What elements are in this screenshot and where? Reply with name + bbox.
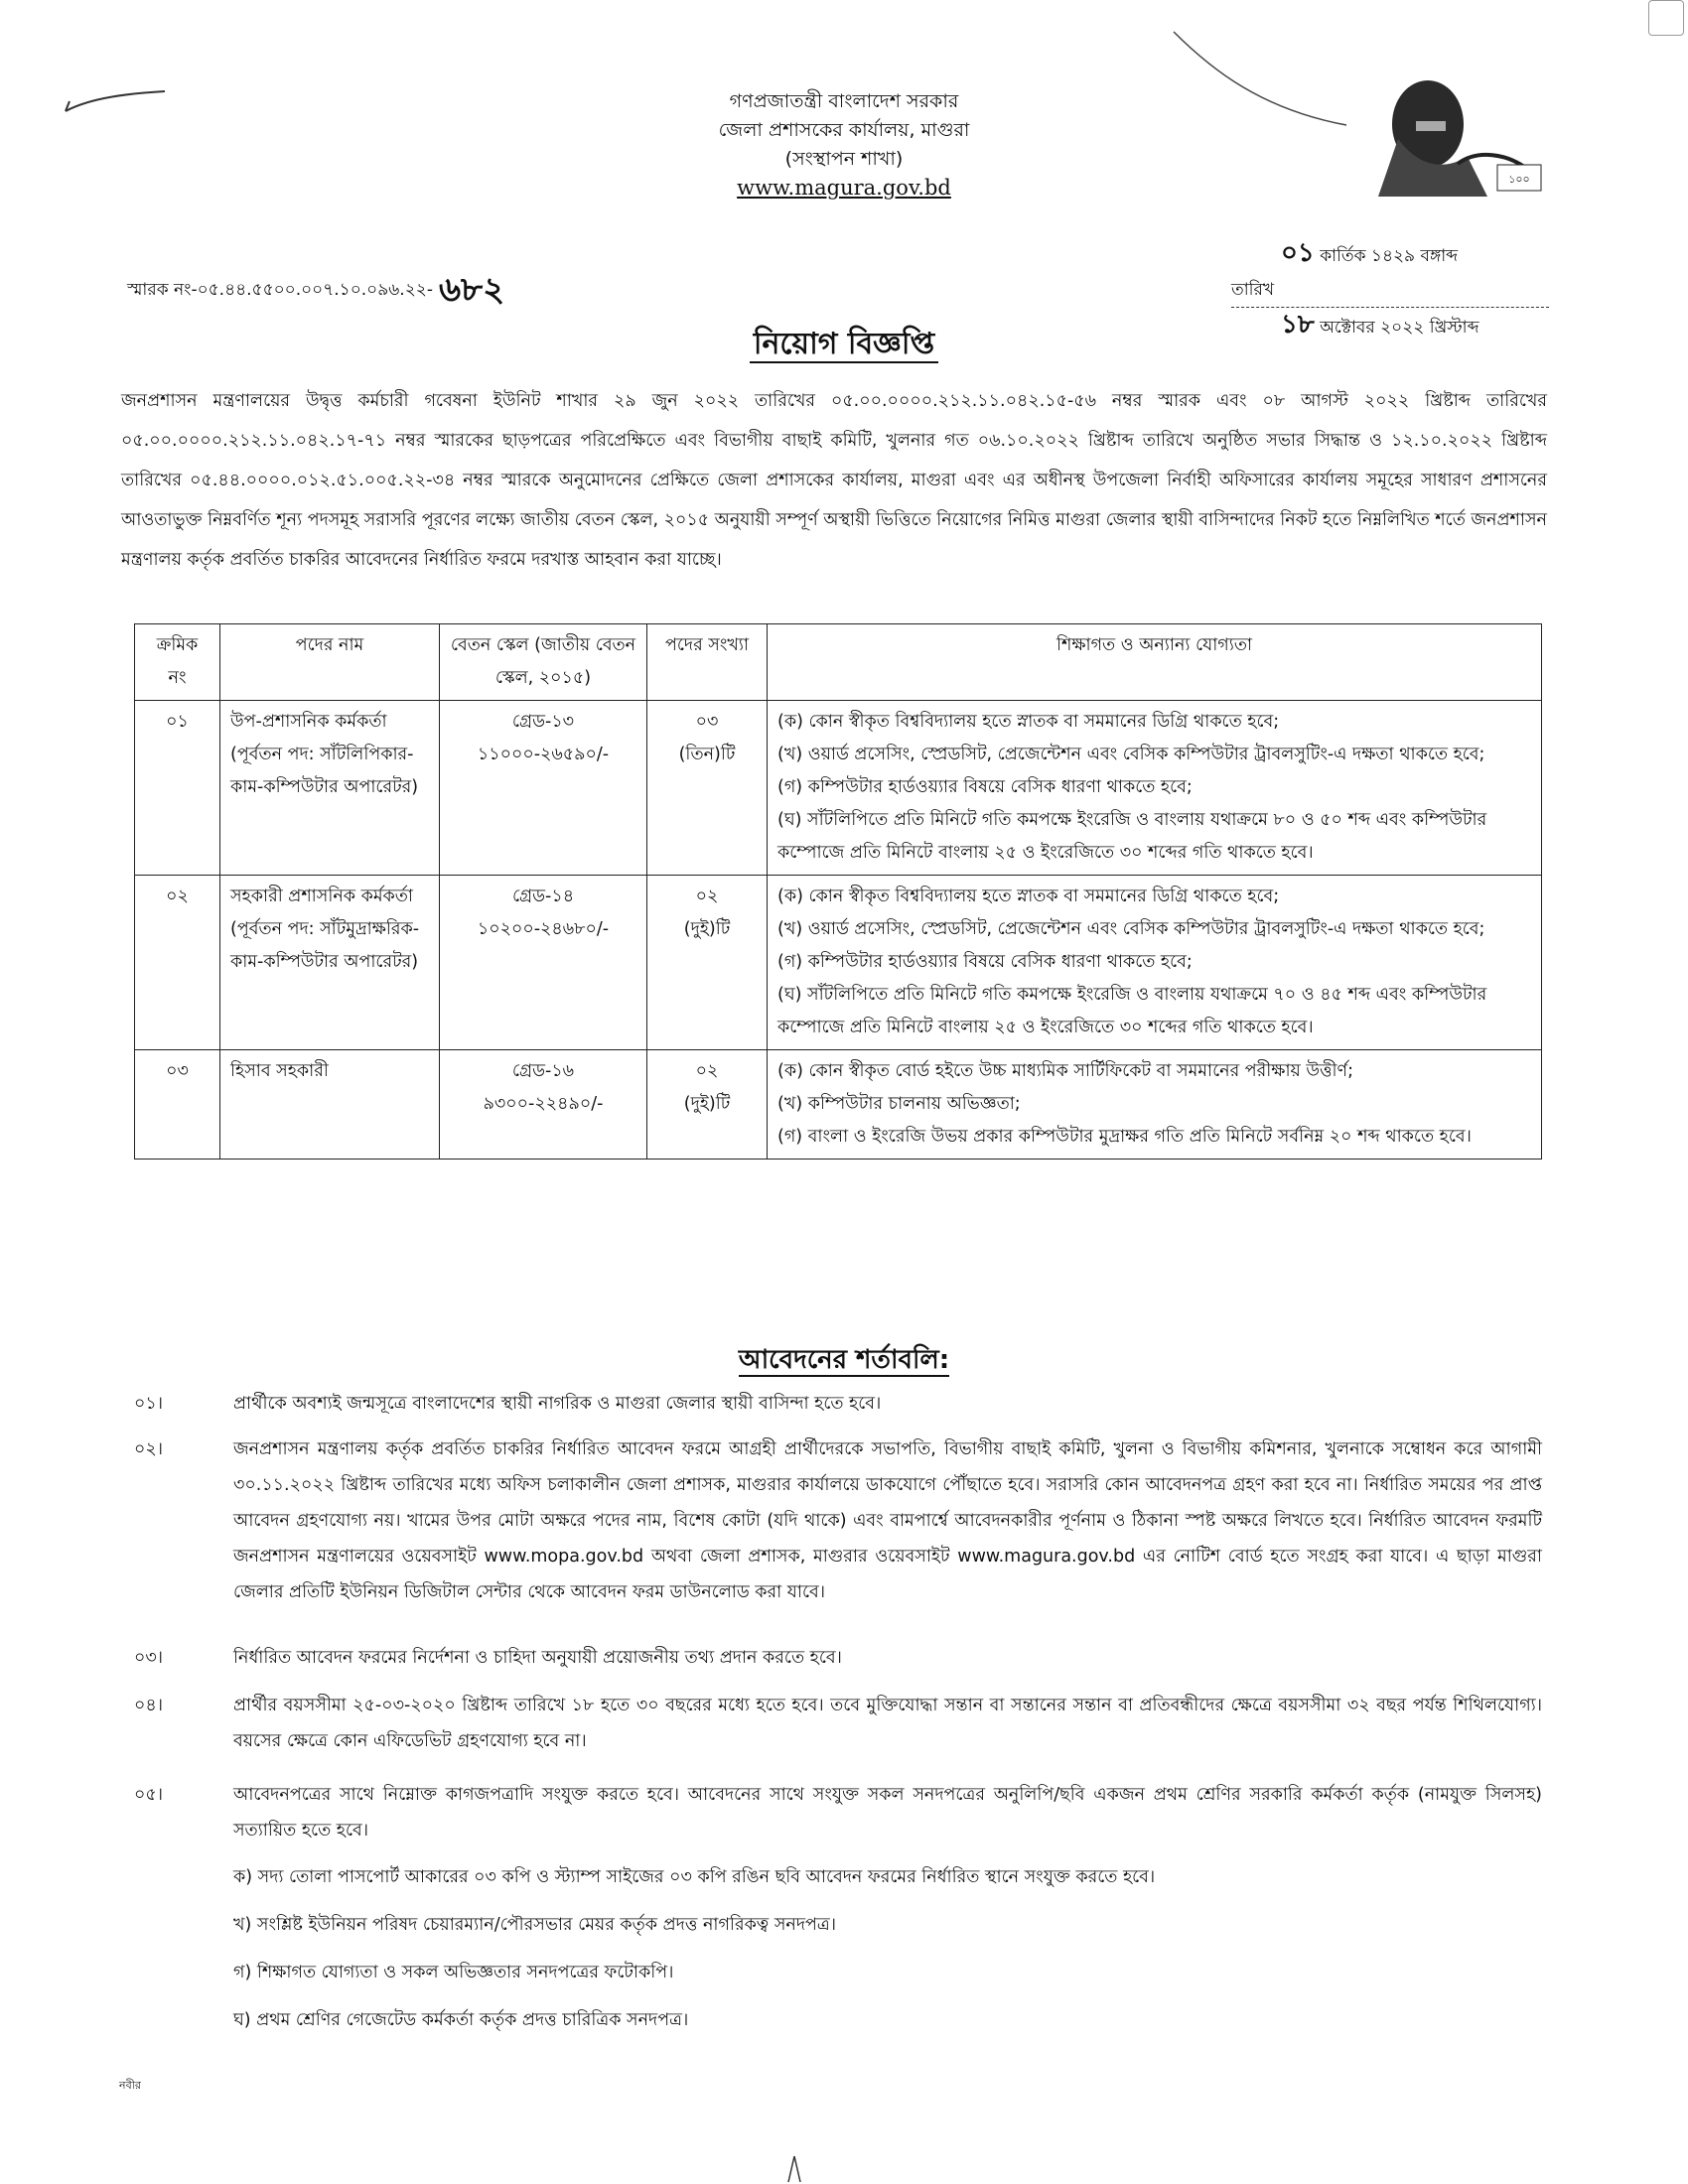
table-row	[135, 1050, 1542, 1160]
qual-item: (খ) ওয়ার্ড প্রসেসিং, স্প্রেডসিট, প্রেজেন্টেশন এবং বেসিক কম্পিউটার ট্রাবলসুটিং-এ দক্ষতা থাকতে হবে;	[777, 919, 1485, 939]
attachment-item: খ) সংশ্লিষ্ট ইউনিয়ন পরিষদ চেয়ারম্যান/পৌরসভার মেয়র কর্তৃক প্রদত্ত নাগরিকত্ব সনদপত্র।	[233, 1915, 837, 1935]
bangla-date-day: ০১	[1281, 238, 1315, 268]
row-count-words: (তিন)টি	[678, 745, 736, 764]
row-count	[647, 1050, 768, 1160]
row-serial: ০৩	[135, 1050, 220, 1160]
condition-item	[134, 1640, 1542, 1676]
qual-item: (ঘ) সাঁটলিপিতে প্রতি মিনিটে গতি কমপক্ষে ইংরেজি ও বাংলায় যথাক্রমে ৭০ ও ৪৫ শব্দ এবং কম্পিউটার কম্পোজে প্রতি মিনিটে বাংলায় ২৫ ও ইংরেজিতে ৩০ শব্দের গতি থাকতে হবে।	[777, 985, 1487, 1037]
row-count-words: (দুই)টি	[683, 919, 731, 939]
condition-item	[134, 1688, 1542, 1759]
condition-item	[134, 1386, 1542, 1422]
qual-item: (খ) কম্পিউটার চালনায় অভিজ্ঞতা;	[777, 1094, 1021, 1114]
condition-number: ০৫।	[134, 1785, 163, 1805]
table-row	[135, 876, 1542, 1050]
condition-number: ০৩।	[134, 1648, 164, 1668]
qual-item: (খ) ওয়ার্ড প্রসেসিং, স্প্রেডসিট, প্রেজেন্টেশন এবং বেসিক কম্পিউটার ট্রাবলসুটিং-এ দক্ষতা থাকতে হবে;	[777, 745, 1485, 764]
row-post: হিসাব সহকারী	[220, 1050, 440, 1160]
qual-item: (ক) কোন স্বীকৃত বোর্ড হইতে উচ্চ মাধ্যমিক সার্টিফিকেট বা সমমানের পরীক্ষায় উত্তীর্ণ;	[777, 1061, 1354, 1081]
qual-item: (ক) কোন স্বীকৃত বিশ্ববিদ্যালয় হতে স্নাতক বা সমমানের ডিগ্রি থাকতে হবে;	[777, 712, 1280, 732]
attachment-item: ঘ) প্রথম শ্রেণির গেজেটেড কর্মকর্তা কর্তৃক প্রদত্ত চারিত্রিক সনদপত্র।	[233, 2010, 689, 2030]
qual-item: (গ) কম্পিউটার হার্ডওয়্যার বিষয়ে বেসিক ধারণা থাকতে হবে;	[777, 777, 1193, 797]
header-scale: বেতন স্কেল (জাতীয় বেতন স্কেল, ২০১৫)	[440, 624, 647, 701]
header-qualification: শিক্ষাগত ও অন্যান্য যোগ্যতা	[768, 624, 1542, 701]
row-qualification	[768, 701, 1542, 876]
condition-text: প্রার্থীকে অবশ্যই জন্মসূত্রে বাংলাদেশের স্থায়ী নাগরিক ও মাগুরা জেলার স্থায়ী বাসিন্দা হতে হবে।	[233, 1394, 882, 1414]
row-count-number: ০২	[695, 1061, 719, 1081]
handwritten-memo-serial: ৬৮২	[438, 270, 505, 310]
row-count-number: ০৩	[695, 712, 719, 732]
row-grade: গ্রেড-১৩	[511, 712, 575, 732]
row-scale-range: ১১০০০-২৬৫৯০/-	[477, 745, 610, 764]
condition-item	[134, 1432, 1542, 1610]
footer-initials: নবীর	[119, 2079, 141, 2092]
attachment-item: গ) শিক্ষাগত যোগ্যতা ও সকল অভিজ্ঞতার সনদপত্রের ফটোকপি।	[233, 1963, 674, 1982]
condition-number: ০২।	[134, 1439, 164, 1459]
posts-table	[134, 623, 1542, 1160]
row-post: উপ-প্রশাসনিক কর্মকর্তা (পূর্বতন পদ: সাঁটলিপিকার-কাম-কম্পিউটার অপারেটর)	[220, 701, 440, 876]
row-qualification	[768, 1050, 1542, 1160]
qual-item: (গ) বাংলা ও ইংরেজি উভয় প্রকার কম্পিউটার মুদ্রাক্ষর গতি প্রতি মিনিটে সর্বনিম্ন ২০ শব্দ থাকতে হবে।	[777, 1127, 1472, 1147]
intro-paragraph: জনপ্রশাসন মন্ত্রণালয়ের উদ্বৃত্ত কর্মচারী গবেষনা ইউনিট শাখার ২৯ জুন ২০২২ তারিখের ০৫.০০.০০০০.২১২.১১.০৪২.১৫-৫৬ নম্বর স্মারক এবং ০৮ আগস্ট ২০২২ খ্রিষ্টাব্দ তারিখের ০৫.০০.০০০০.২১২.১১.০৪২.১৭-৭১ নম্বর স্মারকের ছাড়পত্রের পরিপ্রেক্ষিতে এবং বিভাগীয় বাছাই কমিটি, খুলনার গত ০৬.১০.২০২২ খ্রিষ্টাব্দ তারিখে অনুষ্ঠিত সভার সিদ্ধান্ত ও ১২.১০.২০২২ খ্রিষ্টাব্দ তারিখের ০৫.৪৪.০০০০.০১২.৫১.০০৫.২২-৩৪ নম্বর স্মারকে অনুমোদনের প্রেক্ষিতে জেলা প্রশাসকের কার্যালয়, মাগুরা এবং এর অধীনস্থ উপজেলা নির্বাহী অফিসারের কার্যালয় সমূহের সাধারণ প্রশাসনের আওতাভুক্ত নিম্নবর্ণিত শূন্য পদসমূহ সরাসরি পূরণের লক্ষ্যে জাতীয় বেতন স্কেল, ২০১৫ অনুযায়ী সম্পূর্ণ অস্থায়ী ভিত্তিতে নিয়োগের নিমিত্ত মাগুরা জেলার স্থায়ী বাসিন্দাদের নিকট হতে নিম্নলিখিত শর্তে জনপ্রশাসন মন্ত্রণালয় কর্তৃক প্রবর্তিত চাকরির আবেদনের নির্ধারিত ফরমে দরখাস্ত আহবান করা যাচ্ছে।	[121, 391, 1547, 570]
qual-item: (ঘ) সাঁটলিপিতে প্রতি মিনিটে গতি কমপক্ষে ইংরেজি ও বাংলায় যথাক্রমে ৮০ ও ৫০ শব্দ এবং কম্পিউটার কম্পোজে প্রতি মিনিটে বাংলায় ২৫ ও ইংরেজিতে ৩০ শব্দের গতি থাকতে হবে।	[777, 810, 1487, 863]
notice-title-text: নিয়োগ বিজ্ঞপ্তি	[750, 327, 938, 363]
qual-item: (গ) কম্পিউটার হার্ডওয়্যার বিষয়ে বেসিক ধারণা থাকতে হবে;	[777, 952, 1193, 972]
row-grade: গ্রেড-১৬	[511, 1061, 575, 1081]
english-date-rest: অক্টোবর ২০২২ খ্রিস্টাব্দ	[1320, 318, 1479, 338]
row-grade: গ্রেড-১৪	[511, 887, 575, 906]
memo-number-text: স্মারক নং-০৫.৪৪.৫৫০০.০০৭.১০.০৯৬.২২-	[127, 280, 433, 300]
govt-name: গণপ্রজাতন্ত্রী বাংলাদেশ সরকার	[729, 90, 959, 112]
bangla-date-rest: কার্তিক ১৪২৯ বঙ্গাব্দ	[1320, 246, 1459, 266]
row-post: সহকারী প্রশাসনিক কর্মকর্তা (পূর্বতন পদ: সাঁটমুদ্রাক্ষরিক-কাম-কম্পিউটার অপারেটর)	[220, 876, 440, 1050]
english-date-day: ১৮	[1281, 310, 1315, 340]
row-scale	[440, 701, 647, 876]
page-continuation-mark	[774, 2154, 814, 2184]
svg-text:১০০: ১০০	[1508, 173, 1530, 186]
header-serial: ক্রমিক নং	[135, 624, 220, 701]
date-label: তারিখ	[1231, 273, 1549, 308]
condition-text: জনপ্রশাসন মন্ত্রণালয় কর্তৃক প্রবর্তিত চাকরির নির্ধারিত আবেদন ফরমে আগ্রহী প্রার্থীদেরকে সভাপতি, বিভাগীয় বাছাই কমিটি, খুলনা ও বিভাগীয় কমিশনার, খুলনাকে সম্বোধন করে আগামী ৩০.১১.২০২২ খ্রিষ্টাব্দ তারিখের মধ্যে অফিস চলাকালীন জেলা প্রশাসক, মাগুরার কার্যালয়ে ডাকযোগে পৌঁছাতে হবে। সরাসরি কোন আবেদনপত্র গ্রহণ করা হবে না। নির্ধারিত সময়ের পর প্রাপ্ত আবেদন গ্রহণযোগ্য নয়। খামের উপর মোটা অক্ষরে পদের নাম, বিশেষ কোটা (যদি থাকে) এবং বামপার্শ্বে আবেদনকারীর পূর্ণনাম ও ঠিকানা স্পষ্ট অক্ষরে লিখতে হবে। নির্ধারিত আবেদন ফরমটি জনপ্রশাসন মন্ত্রণালয়ের ওয়েবসাইট www.mopa.gov.bd অথবা জেলা প্রশাসক, মাগুরার ওয়েবসাইট www.magura.gov.bd এর নোটিশ বোর্ড হতে সংগ্রহ করা যাবে। এ ছাড়া মাগুরা জেলার প্রতিটি ইউনিয়ন ডিজিটাল সেন্টার থেকে আবেদন ফরম ডাউনলোড করা যাবে।	[233, 1439, 1542, 1602]
row-count-words: (দুই)টি	[683, 1094, 731, 1114]
condition-item	[134, 1777, 1542, 1848]
row-scale	[440, 876, 647, 1050]
memo-number	[127, 264, 504, 321]
condition-text: নির্ধারিত আবেদন ফরমের নির্দেশনা ও চাহিদা অনুযায়ী প্রয়োজনীয় তথ্য প্রদান করতে হবে।	[233, 1648, 842, 1668]
row-count-number: ০২	[695, 887, 719, 906]
condition-text: প্রার্থীর বয়সসীমা ২৫-০৩-২০২০ খ্রিষ্টাব্দ তারিখে ১৮ হতে ৩০ বছরের মধ্যে হতে হবে। তবে মুক্তিযোদ্ধা সন্তান বা সন্তানের সন্তান বা প্রতিবন্ধীদের ক্ষেত্রে বয়সসীমা ৩২ বছর পর্যন্ত শিথিলযোগ্য। বয়সের ক্ষেত্রে কোন এফিডেভিট গ্রহণযোগ্য হবে না।	[233, 1696, 1542, 1751]
row-scale	[440, 1050, 647, 1160]
row-qualification	[768, 876, 1542, 1050]
condition-number: ০৪।	[134, 1696, 163, 1715]
attachment-item: ক) সদ্য তোলা পাসপোর্ট আকারের ০৩ কপি ও স্ট্যাম্প সাইজের ০৩ কপি রঙিন ছবি আবেদন ফরমের নির্ধারিত স্থানে সংযুক্ত করতে হবে।	[233, 1867, 1156, 1887]
conditions-heading	[0, 1339, 1688, 1383]
branch-name: (সংস্থাপন শাখা)	[784, 148, 904, 170]
page-corner-mark	[1648, 0, 1684, 36]
conditions-heading-text: আবেদনের শর্তাবলি:	[738, 1345, 950, 1375]
office-name: জেলা প্রশাসকের কার্যালয়, মাগুরা	[718, 119, 970, 141]
table-row	[135, 701, 1542, 876]
row-scale-range: ৯৩০০-২২৪৯০/-	[483, 1094, 604, 1114]
header-post: পদের নাম	[220, 624, 440, 701]
notice-title	[0, 320, 1688, 370]
row-scale-range: ১০২০০-২৪৬৮০/-	[477, 919, 610, 939]
header-count: পদের সংখ্যা	[647, 624, 768, 701]
row-count	[647, 701, 768, 876]
qual-item: (ক) কোন স্বীকৃত বিশ্ববিদ্যালয় হতে স্নাতক বা সমমানের ডিগ্রি থাকতে হবে;	[777, 887, 1280, 906]
row-serial: ০২	[135, 876, 220, 1050]
website-link[interactable]: www.magura.gov.bd	[737, 176, 951, 200]
condition-number: ০১।	[134, 1394, 163, 1414]
condition-text: আবেদনপত্রের সাথে নিম্নোক্ত কাগজপত্রাদি সংযুক্ত করতে হবে। আবেদনের সাথে সংযুক্ত সকল সনদপত্রের অনুলিপি/ছবি একজন প্রথম শ্রেণির সরকারি কর্মকর্তা কর্তৃক (নামযুক্ত সিলসহ) সত্যায়িত হতে হবে।	[233, 1785, 1542, 1841]
row-serial: ০১	[135, 701, 220, 876]
mujib-borsho-logo	[1358, 69, 1547, 199]
table-header-row	[135, 624, 1542, 701]
row-count	[647, 876, 768, 1050]
